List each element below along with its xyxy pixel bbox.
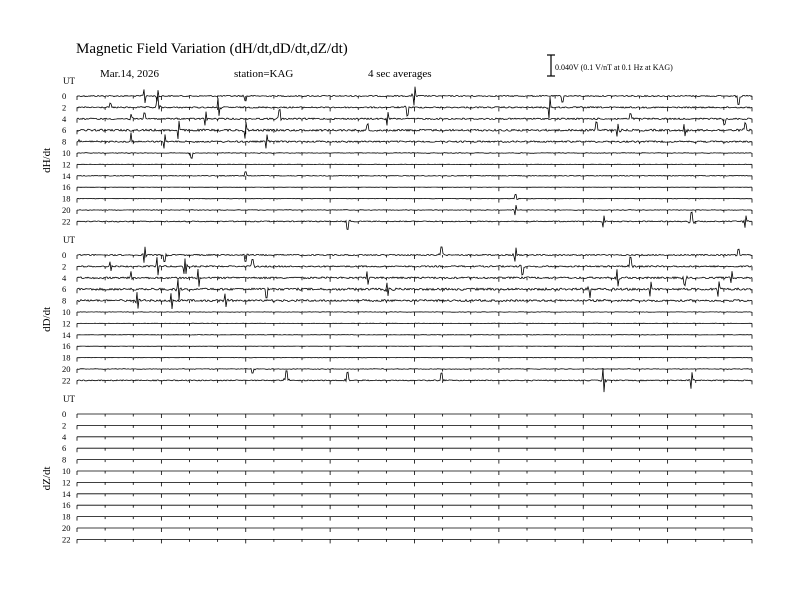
row-label: 10 (62, 307, 71, 317)
row-label: 12 (62, 159, 71, 170)
row-label: 0 (62, 250, 67, 260)
row-label: 16 (62, 500, 71, 511)
row-label: 12 (62, 318, 71, 329)
row-label: 10 (62, 148, 71, 158)
chart-date: Mar.14, 2026 (100, 68, 159, 80)
trace-line (77, 257, 752, 275)
row-label: 14 (62, 329, 71, 340)
row-label: 4 (62, 431, 67, 442)
row-label: 20 (62, 205, 71, 215)
row-label: 18 (62, 352, 71, 363)
row-label: 2 (62, 102, 67, 113)
ut-label: UT (63, 76, 75, 86)
panel-label: dD/dt (41, 306, 53, 332)
row-label: 12 (62, 477, 71, 488)
trace-line (77, 172, 752, 177)
row-label: 16 (62, 182, 71, 193)
panel-0 (41, 76, 752, 230)
row-label: 22 (62, 375, 71, 386)
panel-1 (41, 235, 752, 392)
trace-line (77, 109, 752, 125)
row-label: 16 (62, 341, 71, 352)
panels-group (41, 76, 752, 544)
row-label: 10 (62, 466, 71, 476)
trace-line (77, 247, 752, 263)
row-label: 8 (62, 454, 67, 465)
ut-label: UT (63, 394, 75, 404)
trace-line (77, 292, 752, 309)
row-label: 6 (62, 125, 67, 136)
row-label: 0 (62, 91, 67, 101)
row-label: 20 (62, 523, 71, 533)
scale-bar (547, 55, 555, 76)
row-label: 14 (62, 488, 71, 499)
row-label: 2 (62, 261, 67, 272)
row-label: 8 (62, 295, 67, 306)
panel-2 (41, 394, 752, 544)
row-label: 6 (62, 443, 67, 454)
row-label: 6 (62, 284, 67, 295)
ut-label: UT (63, 235, 75, 245)
chart-station: station=KAG (234, 68, 294, 80)
row-label: 18 (62, 193, 71, 204)
row-label: 8 (62, 136, 67, 147)
chart-title: Magnetic Field Variation (dH/dt,dD/dt,dZ/dt) (76, 41, 348, 57)
row-label: 22 (62, 216, 71, 227)
row-label: 18 (62, 511, 71, 522)
row-label: 4 (62, 113, 67, 124)
scale-bar-label: 0.040V (0.1 V/nT at 0.1 Hz at KAG) (555, 63, 673, 72)
trace-line (77, 212, 752, 229)
chart-averaging: 4 sec averages (368, 68, 432, 80)
panel-label: dH/dt (41, 147, 53, 173)
row-label: 14 (62, 170, 71, 181)
row-label: 2 (62, 420, 67, 431)
row-label: 0 (62, 409, 67, 419)
row-label: 4 (62, 272, 67, 283)
panel-label: dZ/dt (41, 466, 53, 491)
trace-line (77, 121, 752, 139)
row-label: 20 (62, 364, 71, 374)
row-label: 22 (62, 534, 71, 545)
